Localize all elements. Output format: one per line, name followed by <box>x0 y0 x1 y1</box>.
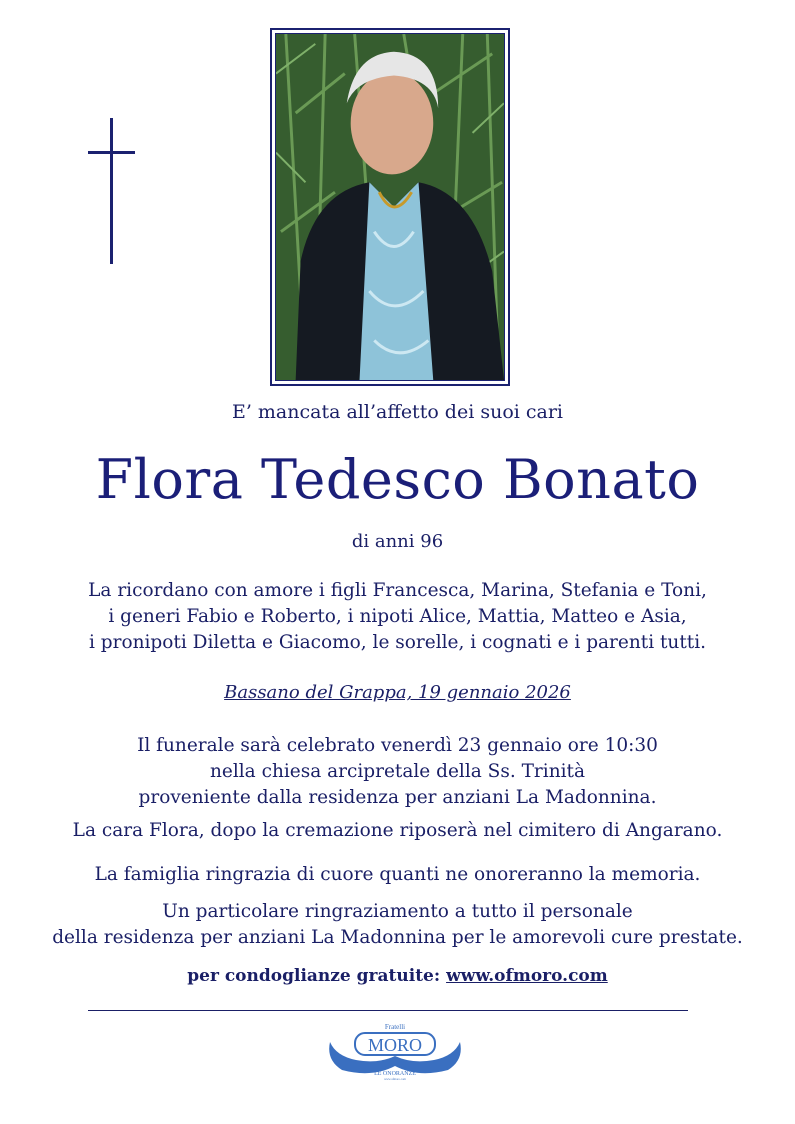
logo-bottom-text: LE ONORANZE <box>374 1071 416 1077</box>
condolences-line <box>0 966 795 986</box>
portrait-illustration <box>276 34 504 380</box>
portrait-photo <box>275 33 505 381</box>
place-date: Bassano del Grappa, 19 gennaio 2026 <box>224 682 571 703</box>
logo-top-text: Fratelli <box>384 1023 406 1031</box>
family-line: La ricordano con amore i figli Francesca, Marina, Stefania e Toni, <box>88 580 707 601</box>
cremation-text: La cara Flora, dopo la cremazione riposerà nel cimitero di Angarano. <box>72 820 723 841</box>
family-line: i pronipoti Diletta e Giacomo, le sorelle, i cognati e i parenti tutti. <box>88 632 707 653</box>
cross-vertical <box>110 118 113 264</box>
intro-text: E’ mancata all’affetto dei suoi cari <box>231 401 564 423</box>
funeral-line: Il funerale sarà celebrato venerdì 23 gennaio ore 10:30 <box>137 735 658 756</box>
portrait-photo-frame <box>270 28 510 386</box>
family-thanks: La famiglia ringrazia di cuore quanti ne onoreranno la memoria. <box>94 864 701 885</box>
staff-thanks-paragraph <box>0 899 795 951</box>
condolences-link[interactable]: www.ofmoro.com <box>446 966 608 986</box>
cross-horizontal <box>88 151 135 154</box>
age-text: di anni 96 <box>351 531 444 552</box>
moro-logo <box>322 1020 468 1080</box>
deceased-name: Flora Tedesco Bonato <box>95 448 700 511</box>
logo-url-text: www.ofmoro.com <box>384 1077 406 1080</box>
divider-line <box>88 1010 688 1011</box>
staff-thanks-line: Un particolare ringraziamento a tutto il personale <box>162 901 633 922</box>
family-line: i generi Fabio e Roberto, i nipoti Alice, Mattia, Matteo e Asia, <box>108 606 687 627</box>
family-paragraph <box>0 578 795 656</box>
condolences-label: per condoglianze gratuite: <box>187 966 447 986</box>
funeral-paragraph <box>0 733 795 811</box>
funeral-line: proveniente dalla residenza per anziani La Madonnina. <box>138 787 657 808</box>
logo-main-text: MORO <box>367 1035 423 1055</box>
staff-thanks-line: della residenza per anziani La Madonnina per le amorevoli cure prestate. <box>52 927 743 948</box>
funeral-line: nella chiesa arcipretale della Ss. Trinità <box>209 761 585 782</box>
